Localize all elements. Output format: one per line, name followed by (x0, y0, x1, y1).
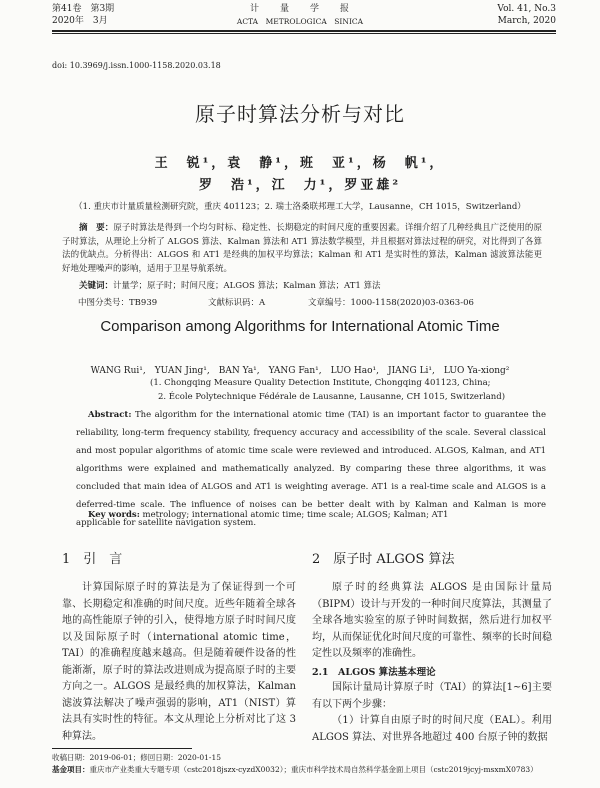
journal-title-cn: 计 量 学 报 (249, 4, 350, 14)
footnote-fund (52, 764, 562, 775)
keywords-cn-label: 关键词： (79, 281, 114, 291)
abstract-cn-label: 摘 要： (79, 223, 114, 233)
subsection-2-1-paragraph-2: （1）计算自由原子时的时间尺度（EAL）。利用 ALGOS 算法、对世界各地超过 400 台原子钟的数据 (312, 715, 552, 743)
section-1-heading: 1 引 言 (62, 552, 123, 567)
abstract-cn-text: 原子时算法是得到一个均匀时标、稳定性、长期稳定的时间尺度的重要因素。详细介绍了几种经典且广泛使用的原子时算法，从理论上分析了 ALGOS 算法、Kalman 算法和 AT1 算法数学模型，并且根据对算法过程的研究，对比得到了各算法的优缺点。分析得出：ALGOS 和 AT1 是经典的加权平均算法；Kalman 和 AT1 是实时性的算法，Kalman 滤波算法能更好地处理噪声的影响，适用于卫星导航系统。 (62, 223, 542, 274)
keywords-en-text: metrology; international atomic time; time scale; ALGOS; Kalman; AT1 (142, 510, 449, 520)
affiliations-cn: （1. 重庆市计量质量检测研究院，重庆 401123；2. 瑞士洛桑联邦理工大学，Lausanne，CH 1015，Switzerland） (74, 202, 526, 212)
article-number: 文章编号：1000-1158(2020)03-0363-06 (308, 298, 474, 308)
page-title-en: Comparison among Algorithms for International Atomic Time (100, 318, 500, 335)
authors-en: WANG Rui¹, YUAN Jing¹, BAN Ya¹, YANG Fan¹, LUO Hao¹, JIANG Li¹, LUO Ya-xiong² (90, 366, 510, 376)
affiliation-en-1: (1. Chongqing Measure Quality Detection Institute, Chongqing 401123, China; (150, 378, 491, 388)
classification-row (78, 296, 478, 308)
authors-cn-line1: 王 锐¹，袁 静¹，班 亚¹，杨 帆¹， (154, 156, 446, 171)
authors-cn-line2: 罗 浩¹，江 力¹，罗亚雄² (198, 178, 402, 193)
subsection-2-1-body (312, 680, 552, 746)
keywords-cn-text: 计量学；原子时；时间尺度；ALGOS 算法；Kalman 算法；AT1 算法 (113, 281, 381, 291)
date-en: March, 2020 (497, 16, 556, 26)
section-1-paragraph: 计算国际原子时的算法是为了保证得到一个可靠、长期稳定和准确的时间尺度。近些年随着全球各地的高性能原子钟的引入，使得地方原子时时间尺度以及国际原子时（international atomic time，TAI）的准确程度越来越高。但是随着硬件设备的性能渐渐，原子时的算法改进则成为提高原子时的主要方向之一。ALGOS 是最经典的加权算法，Kalman 滤波算法解决了噪声强弱的影响，AT1（NIST）算法具有实时性的特征。本文从理论上分析对比了这 3 种算法。 (62, 582, 296, 742)
footnote-rule (52, 748, 192, 749)
abstract-en-label: Abstract: (88, 410, 132, 420)
header-rule-thin (52, 33, 556, 34)
abstract-cn (62, 222, 542, 276)
abstract-en-text: The algorithm for the international atomic time (TAI) is an important factor to guarantee the reliability, long-term frequency stability, frequency accuracy and accessibility of the scale. Several classical and most popular algorithms of atomic time scale were reviewed and introduced. ALGOS, Kalman, and AT1 algorithms were explained and mathematically analyzed. By comparing these three algorithms, it was concluded that main idea of ALGOS and AT1 is weighting average. AT1 is a real-time scale and ALGOS is a deferred-time scale. The influence of noises can be better dealt with by Kalman and Kalman is more applicable for satellite navigation system. (76, 410, 547, 528)
clc-number: 中图分类号：TB939 (78, 298, 158, 308)
section-2-body (312, 580, 552, 663)
date-cn: 2020年 3月 (52, 16, 108, 26)
volume-issue-en: Vol. 41, No.3 (497, 4, 556, 14)
section-2-paragraph: 原子时的经典算法 ALGOS 是由国际计量局（BIPM）设计与开发的一种时间尺度算法，其测量了全球各地实验室的原子钟时间数据，然后进行加权平均，从而保证优化时间尺度的可靠性、频率的长时间稳定性以及频率的准确性。 (312, 582, 552, 659)
footnote-received: 收稿日期：2019-06-01；修回日期：2020-01-15 (52, 753, 221, 762)
section-2-heading: 2 原子时 ALGOS 算法 (312, 552, 455, 567)
subsection-2-1-heading: 2.1 ALGOS 算法基本理论 (312, 667, 436, 678)
header-rule-thick (52, 30, 556, 32)
fund-label: 基金项目： (52, 765, 90, 774)
section-1-body (62, 580, 296, 745)
doi: doi: 10.3969/j.issn.1000-1158.2020.03.18 (52, 61, 221, 70)
volume-issue-cn: 第41卷 第3期 (52, 4, 115, 14)
document-code: 文献标识码：A (208, 298, 266, 308)
journal-title-en: ACTA METROLOGICA SINICA (236, 17, 364, 26)
fund-text: 重庆市产业类重大专题专项（cstc2018jszx-cyzdX0032）；重庆市科学技术局自然科学基金面上项目（cstc2019jcyj-msxmX0783） (89, 765, 538, 774)
keywords-en-label: Key words: (88, 510, 140, 520)
affiliation-en-2: 2. École Polytechnique Fédérale de Lausanne, Lausanne, CH 1015, Switzerland) (158, 392, 506, 402)
keywords-cn (62, 280, 542, 294)
keywords-en (76, 506, 546, 524)
subsection-2-1-paragraph-1: 国际计量局计算原子时（TAI）的算法[1~6]主要有以下两个步骤： (312, 682, 552, 710)
page-title-cn: 原子时算法分析与对比 (195, 102, 405, 126)
